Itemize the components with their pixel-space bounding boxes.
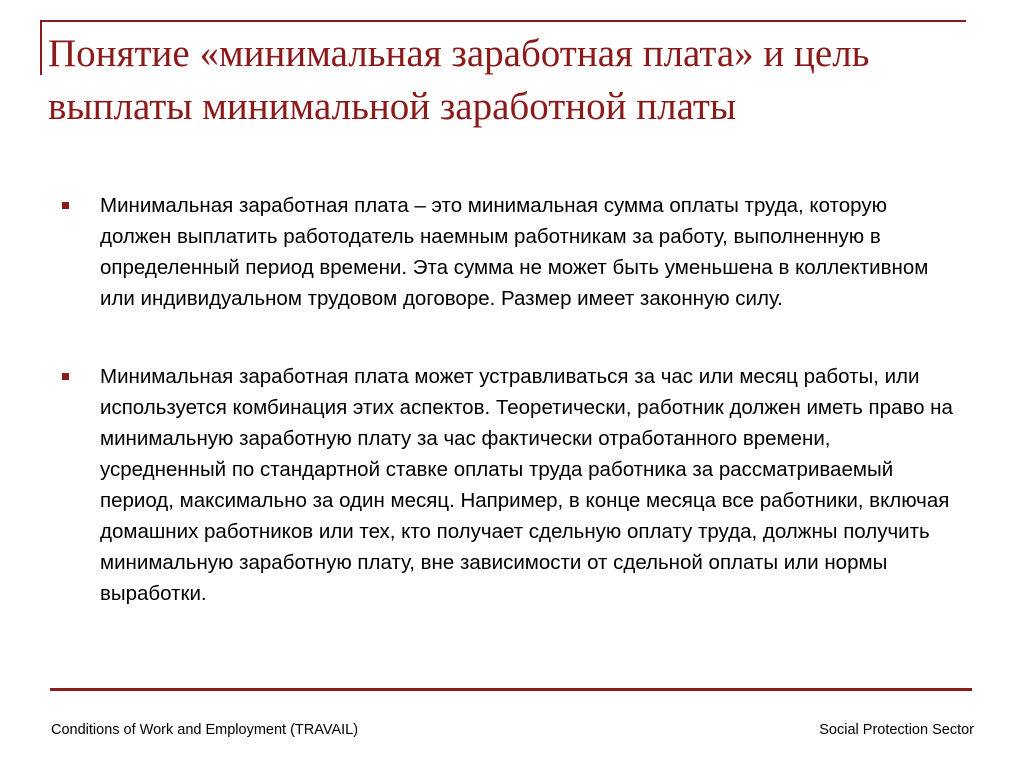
bullet-text: Минимальная заработная плата может устравливаться за час или месяц работы, или используется комбинация этих аспектов. Теоретически, работник должен иметь право на минимальную заработную плату за час фактически отработанного времени, усредненный по стандартной ставке оплаты труда работника за рассматриваемый период, максимально за один месяц. Например, в конце месяца все работники, включая домашних работников или тех, кто получает сдельную оплату труда, должны получить минимальную заработную плату, вне зависимости от сдельной оплаты или нормы выработки. bbox=[100, 365, 953, 605]
slide-title: Понятие «минимальная заработная плата» и цель выплаты минимальной заработной платы bbox=[48, 32, 870, 128]
footer-rule bbox=[50, 688, 972, 691]
bullet-text: Минимальная заработная плата – это минимальная сумма оплаты труда, которую должен выплатить работодатель наемным работникам за работу, выполненную в определенный период времени. Эта сумма не может быть уменьшена в коллективном или индивидуальном трудовом договоре. Размер имеет законную силу. bbox=[100, 194, 929, 310]
title-left-rule bbox=[40, 20, 42, 75]
bullet-list bbox=[60, 190, 960, 656]
square-bullet-icon bbox=[62, 202, 69, 209]
footer-right-text: Social Protection Sector bbox=[819, 722, 974, 738]
footer-left-text: Conditions of Work and Employment (TRAVAIL) bbox=[51, 722, 359, 738]
bullet-item-calculation bbox=[60, 361, 960, 609]
title-top-rule bbox=[40, 20, 966, 22]
square-bullet-icon bbox=[62, 373, 69, 380]
bullet-item-definition bbox=[60, 190, 960, 314]
